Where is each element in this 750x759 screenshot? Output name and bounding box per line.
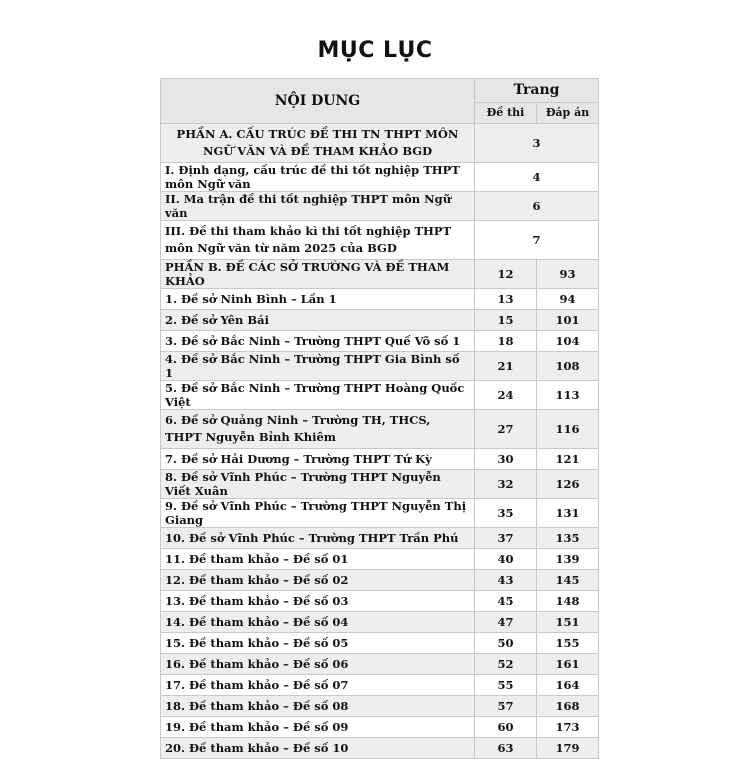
row-exam: 13: [475, 289, 537, 310]
row-content: 18. Đề tham khảo – Đề số 08: [161, 696, 475, 717]
row-exam: 50: [475, 633, 537, 654]
row-exam: 57: [475, 696, 537, 717]
row-exam: 21: [475, 352, 537, 381]
row-content: II. Ma trận đề thi tốt nghiệp THPT môn Ngữ văn: [161, 192, 475, 221]
row-content: I. Định dạng, cấu trúc đề thi tốt nghiệp THPT môn Ngữ văn: [161, 163, 475, 192]
table-row: [161, 612, 599, 633]
table-row: [161, 499, 599, 528]
page-title: MỤC LỤC: [317, 38, 433, 63]
row-content: 20. Đề tham khảo – Đề số 10: [161, 738, 475, 759]
row-exam: 55: [475, 675, 537, 696]
row-answer: 139: [537, 549, 599, 570]
row-content: 15. Đề tham khảo – Đề số 05: [161, 633, 475, 654]
row-content: 13. Đề tham khảo – Đề số 03: [161, 591, 475, 612]
row-page: 4: [475, 163, 599, 192]
table-row: [161, 289, 599, 310]
table-row: [161, 591, 599, 612]
row-content: PHẦN A. CẤU TRÚC ĐỀ THI TN THPT MÔN NGỮ VĂN VÀ ĐỀ THAM KHẢO BGD: [161, 124, 475, 163]
row-page: 6: [475, 192, 599, 221]
row-content: 4. Đề sở Bắc Ninh – Trường THPT Gia Bình số 1: [161, 352, 475, 381]
row-answer: 179: [537, 738, 599, 759]
row-answer: 161: [537, 654, 599, 675]
row-content: 10. Đề sở Vĩnh Phúc – Trường THPT Trần Phú: [161, 528, 475, 549]
row-content: 19. Đề tham khảo – Đề số 09: [161, 717, 475, 738]
row-page: 3: [475, 124, 599, 163]
row-content: III. Đề thi tham khảo kì thi tốt nghiệp THPT môn Ngữ văn từ năm 2025 của BGD: [161, 221, 475, 260]
row-answer: 148: [537, 591, 599, 612]
row-content: PHẦN B. ĐỀ CÁC SỞ TRƯỜNG VÀ ĐỀ THAM KHẢO: [161, 260, 475, 289]
table-row: [161, 310, 599, 331]
row-answer: 151: [537, 612, 599, 633]
table-row: [161, 381, 599, 410]
toc-table: [160, 78, 599, 759]
table-row: [161, 654, 599, 675]
row-exam: 37: [475, 528, 537, 549]
table-row: [161, 528, 599, 549]
table-row: [161, 124, 599, 163]
row-exam: 60: [475, 717, 537, 738]
row-page: 7: [475, 221, 599, 260]
table-row: [161, 717, 599, 738]
table-row: [161, 331, 599, 352]
table-row: [161, 410, 599, 449]
row-answer: 94: [537, 289, 599, 310]
row-exam: 24: [475, 381, 537, 410]
row-content: 9. Đề sở Vĩnh Phúc – Trường THPT Nguyễn Thị Giang: [161, 499, 475, 528]
table-row: [161, 352, 599, 381]
row-content: 6. Đề sở Quảng Ninh – Trường TH, THCS, THPT Nguyễn Bỉnh Khiêm: [161, 410, 475, 449]
row-exam: 30: [475, 449, 537, 470]
row-exam: 45: [475, 591, 537, 612]
row-answer: 104: [537, 331, 599, 352]
row-exam: 43: [475, 570, 537, 591]
header-exam: Đề thi: [475, 102, 537, 123]
row-answer: 116: [537, 410, 599, 449]
row-answer: 113: [537, 381, 599, 410]
row-answer: 173: [537, 717, 599, 738]
row-exam: 40: [475, 549, 537, 570]
row-exam: 63: [475, 738, 537, 759]
row-content: 2. Đề sở Yên Bái: [161, 310, 475, 331]
row-content: 14. Đề tham khảo – Đề số 04: [161, 612, 475, 633]
row-answer: 101: [537, 310, 599, 331]
table-row: [161, 221, 599, 260]
row-content: 16. Đề tham khảo – Đề số 06: [161, 654, 475, 675]
table-row: [161, 738, 599, 759]
header-answer: Đáp án: [537, 102, 599, 123]
row-answer: 108: [537, 352, 599, 381]
row-content: 17. Đề tham khảo – Đề số 07: [161, 675, 475, 696]
table-row: [161, 675, 599, 696]
row-content: 12. Đề tham khảo – Đề số 02: [161, 570, 475, 591]
table-row: [161, 163, 599, 192]
row-exam: 52: [475, 654, 537, 675]
table-row: [161, 570, 599, 591]
row-content: 1. Đề sở Ninh Bình – Lần 1: [161, 289, 475, 310]
row-answer: 93: [537, 260, 599, 289]
row-exam: 18: [475, 331, 537, 352]
row-answer: 135: [537, 528, 599, 549]
row-answer: 145: [537, 570, 599, 591]
row-exam: 47: [475, 612, 537, 633]
row-exam: 32: [475, 470, 537, 499]
row-content: 7. Đề sở Hải Dương – Trường THPT Tứ Kỳ: [161, 449, 475, 470]
row-answer: 155: [537, 633, 599, 654]
row-answer: 131: [537, 499, 599, 528]
row-content: 8. Đề sở Vĩnh Phúc – Trường THPT Nguyễn Viết Xuân: [161, 470, 475, 499]
table-row: [161, 449, 599, 470]
table-row: [161, 549, 599, 570]
table-row: [161, 633, 599, 654]
table-row: [161, 260, 599, 289]
row-answer: 121: [537, 449, 599, 470]
table-row: [161, 192, 599, 221]
row-exam: 12: [475, 260, 537, 289]
row-exam: 35: [475, 499, 537, 528]
row-exam: 27: [475, 410, 537, 449]
row-content: 5. Đề sở Bắc Ninh – Trường THPT Hoàng Quốc Việt: [161, 381, 475, 410]
header-page: Trang: [475, 79, 599, 103]
row-content: 11. Đề tham khảo – Đề số 01: [161, 549, 475, 570]
row-content: 3. Đề sở Bắc Ninh – Trường THPT Quế Võ số 1: [161, 331, 475, 352]
row-exam: 15: [475, 310, 537, 331]
row-answer: 126: [537, 470, 599, 499]
row-answer: 164: [537, 675, 599, 696]
row-answer: 168: [537, 696, 599, 717]
table-row: [161, 696, 599, 717]
header-content: NỘI DUNG: [161, 79, 475, 124]
table-row: [161, 470, 599, 499]
